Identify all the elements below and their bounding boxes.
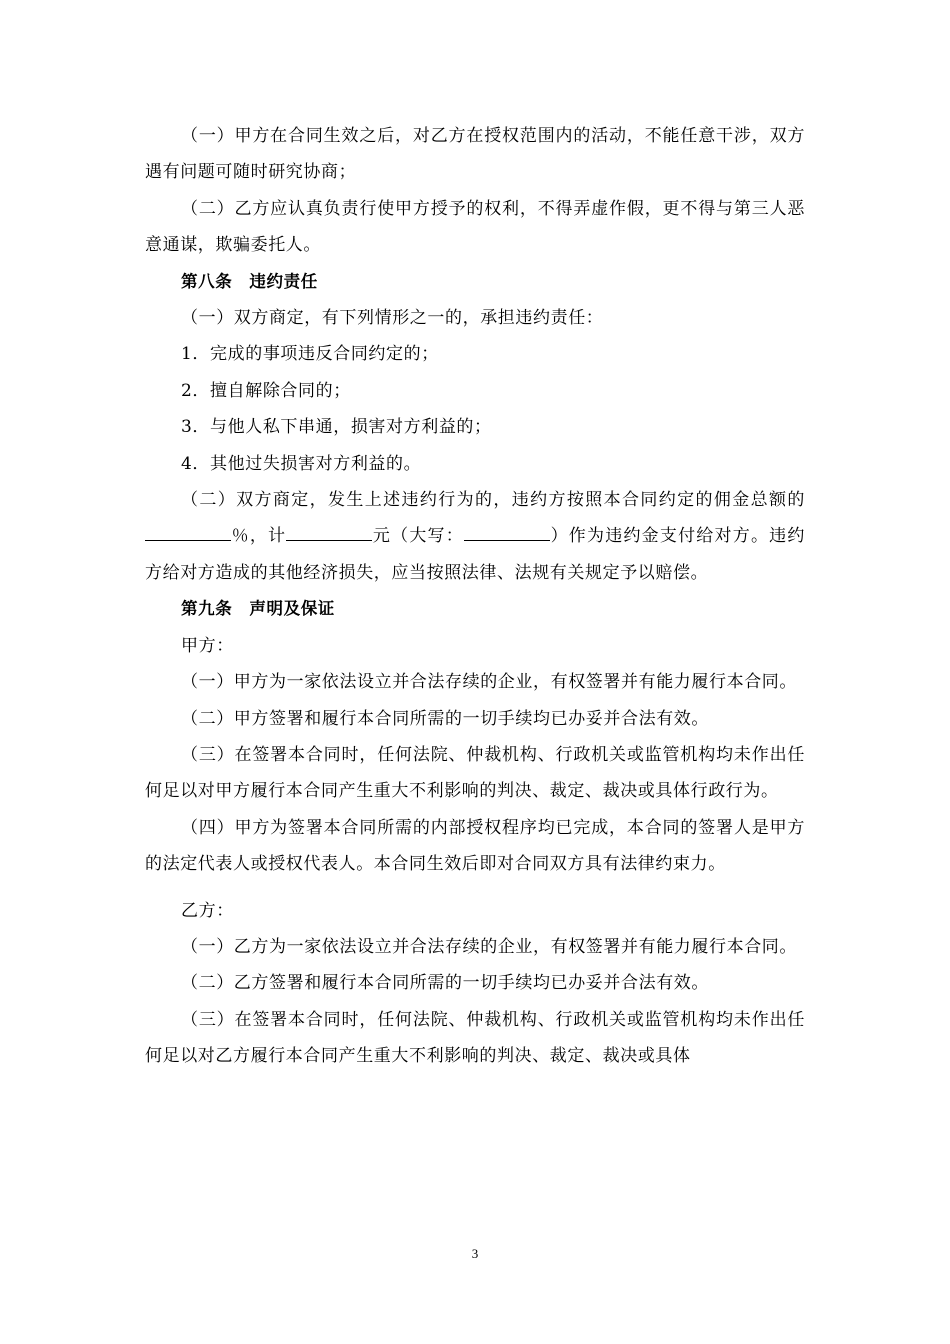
party-a-label: 甲方： — [181, 635, 234, 656]
article8-list-item-4: 4．其他过失损害对方利益的。 — [181, 453, 422, 474]
penalty-text-3: 元（大写： — [372, 526, 464, 547]
document-page — [145, 118, 805, 1075]
article8-list-item-3: 3．与他人私下串通，损害对方利益的； — [181, 417, 492, 438]
party-a-item-2: （二）甲方签署和履行本合同所需的一切手续均已办妥并合法有效。 — [181, 708, 709, 729]
penalty-text-1: （二）双方商定，发生上述违约行为的，违约方按照本合同约定的佣金总额的 — [181, 490, 805, 511]
section7-item-2: （二）乙方应认真负责行使甲方授予的权利，不得弄虚作假，更不得与第三人恶意通谋，欺骗委托人。 — [145, 198, 805, 256]
amount-blank[interactable] — [286, 526, 372, 541]
party-b-item-3: （三）在签署本合同时，任何法院、仲裁机构、行政机关或监管机构均未作出任何足以对乙方履行本合同产生重大不利影响的判决、裁定、裁决或具体 — [145, 1009, 805, 1067]
article8-penalty-clause — [145, 482, 805, 591]
article8-list-item-1: 1．完成的事项违反合同约定的； — [181, 344, 439, 365]
article9-heading: 第九条 声明及保证 — [181, 599, 335, 619]
penalty-text-4: ）作为违约金支付给对方。违约方给对方造成的其他经济损失，应当按照法律、法规有关规定予以赔偿。 — [145, 526, 805, 583]
article8-heading: 第八条 违约责任 — [181, 271, 318, 291]
article8-intro: （一）双方商定，有下列情形之一的，承担违约责任： — [181, 308, 604, 329]
page-number: 3 — [471, 1246, 479, 1261]
party-b-item-2: （二）乙方签署和履行本合同所需的一切手续均已办妥并合法有效。 — [181, 973, 709, 994]
party-a-item-4: （四）甲方为签署本合同所需的内部授权程序均已完成，本合同的签署人是甲方的法定代表人或授权代表人。本合同生效后即对合同双方具有法律约束力。 — [145, 817, 805, 875]
amount-uppercase-blank[interactable] — [464, 526, 550, 541]
penalty-text-2: ％，计 — [231, 526, 287, 547]
article8-list-item-2: 2．擅自解除合同的； — [181, 380, 351, 401]
percent-blank[interactable] — [145, 526, 231, 541]
party-a-item-1: （一）甲方为一家依法设立并合法存续的企业，有权签署并有能力履行本合同。 — [181, 672, 797, 693]
party-b-label: 乙方： — [181, 900, 234, 921]
spacer — [145, 883, 805, 893]
party-b-item-1: （一）乙方为一家依法设立并合法存续的企业，有权签署并有能力履行本合同。 — [181, 936, 797, 957]
party-a-item-3: （三）在签署本合同时，任何法院、仲裁机构、行政机关或监管机构均未作出任何足以对甲方履行本合同产生重大不利影响的判决、裁定、裁决或具体行政行为。 — [145, 744, 805, 802]
section7-item-1: （一）甲方在合同生效之后，对乙方在授权范围内的活动，不能任意干涉，双方遇有问题可随时研究协商； — [145, 126, 805, 183]
